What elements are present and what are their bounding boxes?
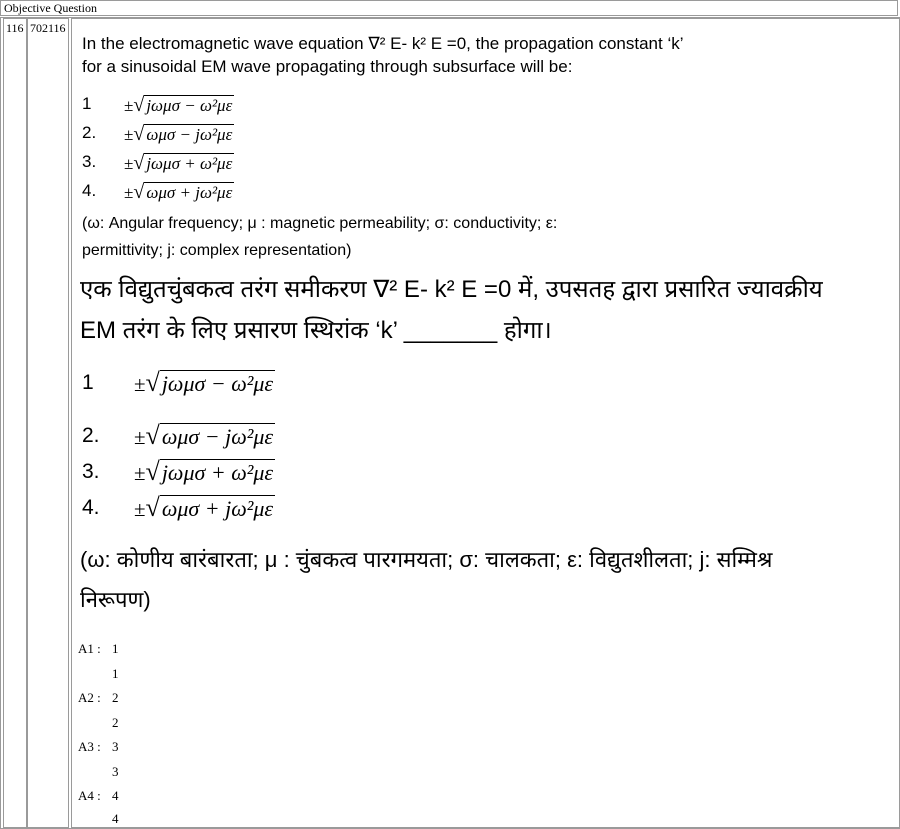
answer-sub-value: 4 (112, 811, 119, 826)
option-number: 2. (82, 123, 97, 142)
answer-sub-value: 2 (112, 715, 119, 730)
option-expression: jωμσ − ω²με (146, 96, 233, 115)
plus-minus-symbol: ± (124, 183, 134, 202)
option-number: 1 (82, 94, 92, 113)
answer-sub-value: 1 (112, 666, 119, 681)
question-id: 702116 (27, 18, 69, 828)
english-option-1 (82, 94, 233, 116)
hindi-option-4 (82, 493, 274, 522)
option-expression: jωμσ + ω²με (146, 154, 233, 173)
english-notation-line1: (ω: Angular frequency; μ : magnetic permeability; σ: conductivity; ε: (82, 215, 558, 232)
option-number: 2. (82, 424, 100, 447)
plus-minus-symbol: ± (134, 425, 146, 449)
option-expression: jωμσ + ω²με (161, 460, 274, 485)
option-expression: ωμσ − jω²με (146, 125, 233, 144)
answer-value: 2 (112, 690, 119, 705)
question-text-english-line2: for a sinusoidal EM wave propagating through subsurface will be: (82, 57, 573, 76)
answer-label: A1 : (78, 641, 101, 656)
plus-minus-symbol: ± (134, 372, 146, 396)
option-number: 4. (82, 181, 97, 200)
answer-value: 4 (112, 788, 119, 803)
option-expression: ωμσ − jω²με (161, 424, 274, 449)
answer-sub-value: 3 (112, 764, 119, 779)
hindi-option-3 (82, 457, 274, 486)
option-number: 1 (82, 371, 94, 394)
hindi-option-1 (82, 368, 274, 397)
plus-minus-symbol: ± (124, 96, 134, 115)
sqrt-icon: √ (145, 421, 160, 450)
plus-minus-symbol: ± (124, 154, 134, 173)
question-text-hindi-line1: एक विद्युतचुंबकत्व तरंग समीकरण ∇² E- k² E =0 में, उपसतह द्वारा प्रसारित ज्यावक्रीय (80, 276, 823, 303)
answer-label: A2 : (78, 690, 101, 705)
answer-label: A3 : (78, 739, 101, 754)
sqrt-icon: √ (133, 123, 145, 145)
english-option-4 (82, 181, 233, 203)
option-expression: jωμσ − ω²με (161, 371, 274, 396)
sqrt-icon: √ (145, 368, 160, 397)
sqrt-icon: √ (133, 152, 145, 174)
sqrt-icon: √ (133, 181, 145, 203)
section-header: Objective Question (0, 0, 898, 16)
english-notation-line2: permittivity; j: complex representation) (82, 242, 352, 259)
sqrt-icon: √ (145, 457, 160, 486)
hindi-option-2 (82, 421, 274, 450)
sqrt-icon: √ (145, 493, 160, 522)
plus-minus-symbol: ± (134, 461, 146, 485)
english-option-2 (82, 123, 233, 145)
plus-minus-symbol: ± (124, 125, 134, 144)
option-number: 4. (82, 496, 100, 519)
sqrt-icon: √ (133, 94, 145, 116)
option-expression: ωμσ + jω²με (161, 496, 274, 521)
answer-label: A4 : (78, 788, 101, 803)
hindi-notation-line1: (ω: कोणीय बारंबारता; μ : चुंबकत्व पारगमयता; σ: चालकता; ε: विद्युतशीलता; j: सम्मिश्र (80, 547, 773, 572)
answer-value: 1 (112, 641, 119, 656)
question-number: 116 (3, 18, 27, 828)
option-number: 3. (82, 460, 100, 483)
plus-minus-symbol: ± (134, 497, 146, 521)
english-option-3 (82, 152, 233, 174)
option-number: 3. (82, 152, 97, 171)
answer-value: 3 (112, 739, 119, 754)
hindi-notation-line2: निरूपण) (80, 587, 151, 612)
question-text-english-line1: In the electromagnetic wave equation ∇² E- k² E =0, the propagation constant ‘k’ (82, 34, 684, 53)
option-expression: ωμσ + jω²με (146, 183, 233, 202)
question-text-hindi-line2: EM तरंग के लिए प्रसारण स्थिरांक ‘k’ _______ होगा। (80, 317, 552, 344)
